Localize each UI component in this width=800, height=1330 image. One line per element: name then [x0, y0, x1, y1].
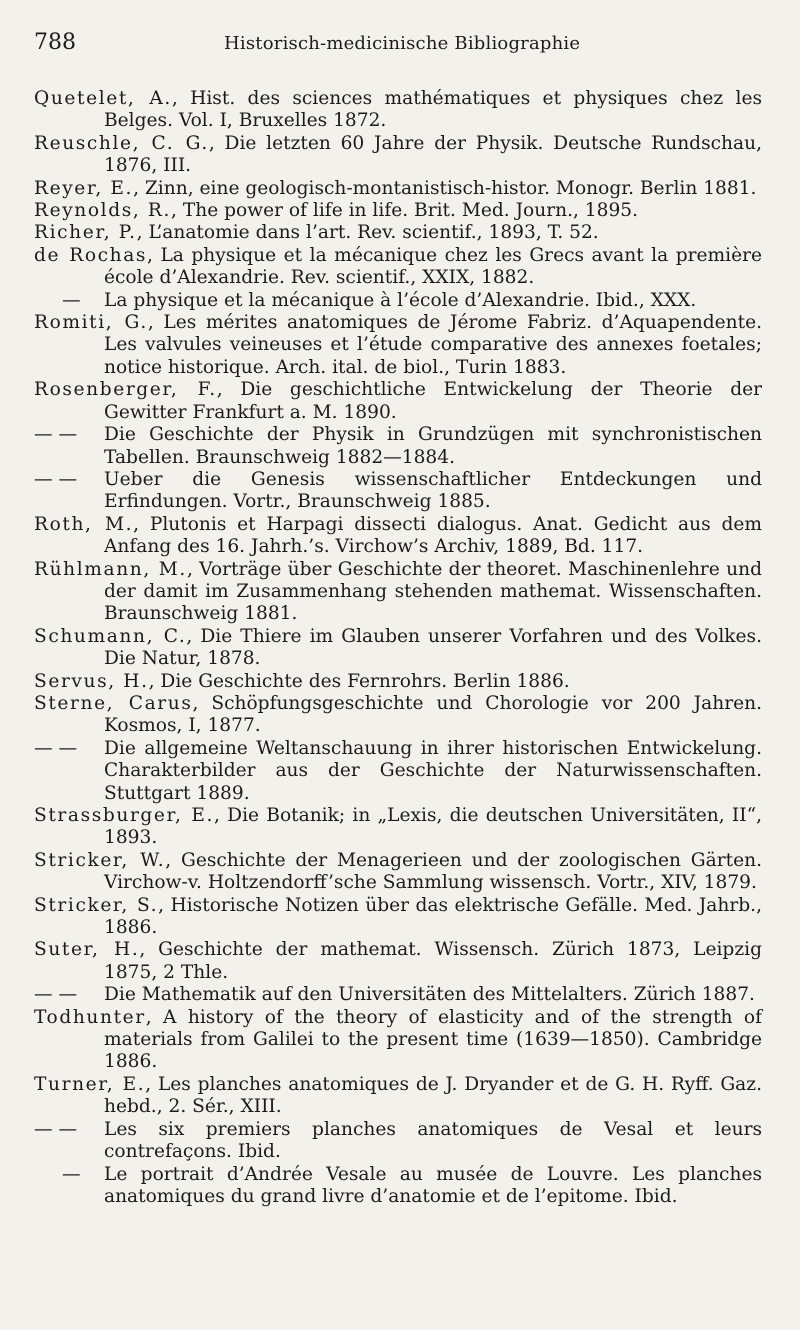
ditto-dash: —: [62, 1163, 81, 1185]
entry-text: Die Mathematik auf den Universitäten des Mittelalters. Zürich 1887.: [104, 984, 755, 1006]
entry-text: , Die geschichtliche Entwickelung der Theorie der Gewitter Frankfurt a. M. 1890.: [104, 379, 762, 423]
entry-author: Roth, M.: [34, 513, 134, 535]
entry-text: , Historische Notizen über das elektrische Gefälle. Med. Jahrb., 1886.: [104, 894, 762, 939]
entry-author: Rühlmann, M.: [34, 558, 187, 580]
entry-text: , Zinn, eine geologisch-montanistisch-histor. Monogr. Berlin 1881.: [133, 177, 757, 199]
entry-text: , Schöpfungsgeschichte und Chorologie vor 200 Jahren. Kosmos, I, 1877.: [104, 692, 763, 737]
entry-author: Romiti, G.: [34, 312, 148, 334]
entry-author: Sterne, Carus: [34, 692, 193, 714]
entry-text: Les six premiers planches anatomiques de Vesal et leurs contrefaçons. Ibid.: [104, 1118, 762, 1163]
entry-author: Rosenberger, F.: [34, 379, 217, 401]
bibliography-list: [34, 88, 762, 1208]
entry-text: Ueber die Genesis wissenschaftlicher Entdeckungen und Erfindungen. Vortr., Braunschweig 1885.: [104, 468, 762, 513]
page-header: [34, 30, 762, 80]
ditto-dash: — —: [34, 737, 78, 759]
bibliography-entry-continuation: [34, 1119, 762, 1164]
entry-text: , Geschichte der Menagerieen und der zoologischen Gärten. Virchow-v. Holtzendorff’sche Sammlung wissensch. Vortr., XIV, 1879.: [104, 849, 762, 894]
entry-text: , Plutonis et Harpagi dissecti dialogus. Anat. Gedicht aus dem Anfang des 16. Jahrh.’s. Virchow’s Archiv, 1889, Bd. 117.: [104, 513, 762, 558]
entry-text: , Vorträge über Geschichte der theoret. Maschinenlehre und der damit im Zusammenhang stehenden mathemat. Wissenschaften. Braunschweig 1881.: [104, 558, 762, 625]
bibliography-entry: [34, 514, 762, 559]
entry-text: , Hist. des sciences mathématiques et physiques chez les Belges. Vol. I, Bruxelles 1872.: [104, 88, 763, 132]
entry-author: Stricker, W.: [34, 849, 166, 871]
entry-author: Richer, P.: [34, 222, 137, 244]
entry-author: Reynolds, R.: [34, 200, 171, 222]
running-title: Historisch-medicinische Bibliographie: [224, 33, 581, 54]
entry-text: , The power of life in life. Brit. Med. Journ., 1895.: [171, 200, 639, 222]
bibliography-entry: [34, 133, 762, 178]
entry-author: Stricker, S.: [34, 894, 159, 916]
entry-text: , L’anatomie dans l’art. Rev. scientif., 1893, T. 52.: [136, 222, 599, 244]
entry-text: Die allgemeine Weltanschauung in ihrer historischen Entwickelung. Charakterbilder aus der Geschichte der Naturwissenschaften. Stuttgart 1889.: [104, 737, 762, 804]
entry-text: , Die Geschichte des Fernrohrs. Berlin 1886.: [148, 670, 570, 692]
bibliography-entry: [34, 626, 762, 671]
entry-author: Quetelet, A.: [34, 88, 172, 109]
ditto-dash: — —: [34, 424, 78, 446]
bibliography-entry-continuation: [34, 738, 762, 805]
entry-author: Reuschle, C. G.: [34, 132, 209, 154]
bibliography-entry: [34, 88, 762, 133]
entry-author: Turner, E.: [34, 1073, 146, 1095]
bibliography-entry: [34, 850, 762, 895]
entry-text: , Die Thiere im Glauben unserer Vorfahren und des Volkes. Die Natur, 1878.: [104, 625, 763, 670]
bibliography-entry: [34, 200, 762, 222]
ditto-dash: — —: [34, 1118, 78, 1140]
entry-author: Suter, H.: [34, 939, 140, 961]
bibliography-entry: [34, 671, 762, 693]
entry-text: , A history of the theory of elasticity and of the strength of materials from Galilei to the present time (1639—1850). Cambridge 1886.: [104, 1006, 762, 1073]
bibliography-entry: [34, 1007, 762, 1074]
entry-text: La physique et la mécanique à l’école d’Alexandrie. Ibid., XXX.: [104, 289, 697, 311]
bibliography-entry-continuation: [34, 469, 762, 514]
bibliography-entry: [34, 178, 762, 200]
ditto-dash: — —: [34, 468, 78, 490]
entry-text: , Die letzten 60 Jahre der Physik. Deutsche Rundschau, 1876, III.: [104, 132, 762, 177]
entry-text: , Les mérites anatomiques de Jérome Fabriz. d’Aquapendente. Les valvules veineuses et l’étude comparative des annexes foetales; notice historique. Arch. ital. de biol., Turin 1883.: [104, 312, 762, 378]
entry-text: , Les planches anatomiques de J. Dryander et de G. H. Ryff. Gaz. hebd., 2. Sér., XIII.: [104, 1073, 762, 1118]
bibliography-entry: [34, 1074, 762, 1119]
page-number: 788: [34, 30, 76, 55]
bibliography-entry: [34, 379, 762, 424]
bibliography-entry-continuation: [34, 984, 762, 1006]
bibliography-entry: [34, 245, 762, 290]
bibliography-entry-continuation: [34, 1164, 762, 1209]
bibliography-entry: [34, 559, 762, 626]
bibliography-entry-continuation: [34, 290, 762, 312]
ditto-dash: —: [62, 289, 81, 311]
bibliography-entry: [34, 222, 762, 244]
entry-text: , Geschichte der mathemat. Wissensch. Zürich 1873, Leipzig 1875, 2 Thle.: [104, 939, 762, 983]
entry-text: , La physique et la mécanique chez les Grecs avant la première école d’Alexandrie. Rev. scientif., XXIX, 1882.: [104, 244, 762, 289]
entry-author: Todhunter: [34, 1006, 146, 1028]
bibliography-entry-continuation: [34, 424, 762, 469]
entry-author: Strassburger, E.: [34, 805, 215, 826]
entry-text: Le portrait d’Andrée Vesale au musée de Louvre. Les planches anatomiques du grand livre d’anatomie et de l’epitome. Ibid.: [104, 1163, 762, 1207]
ditto-dash: — —: [34, 984, 78, 1006]
bibliography-entry: [34, 805, 762, 850]
bibliography-entry: [34, 895, 762, 940]
bibliography-entry: [34, 939, 762, 984]
entry-author: Reyer, E.: [34, 177, 134, 199]
bibliography-entry: [34, 693, 762, 738]
entry-author: Servus, H.: [34, 670, 149, 692]
entry-text: , Die Botanik; in „Lexis, die deutschen Universitäten, II“, 1893.: [104, 805, 762, 849]
entry-author: Schumann, C.: [34, 625, 187, 647]
bibliography-entry: [34, 312, 762, 379]
entry-text: Die Geschichte der Physik in Grundzügen mit synchronistischen Tabellen. Braunschweig 1882—1884.: [104, 424, 762, 468]
entry-author: de Rochas: [34, 244, 148, 266]
